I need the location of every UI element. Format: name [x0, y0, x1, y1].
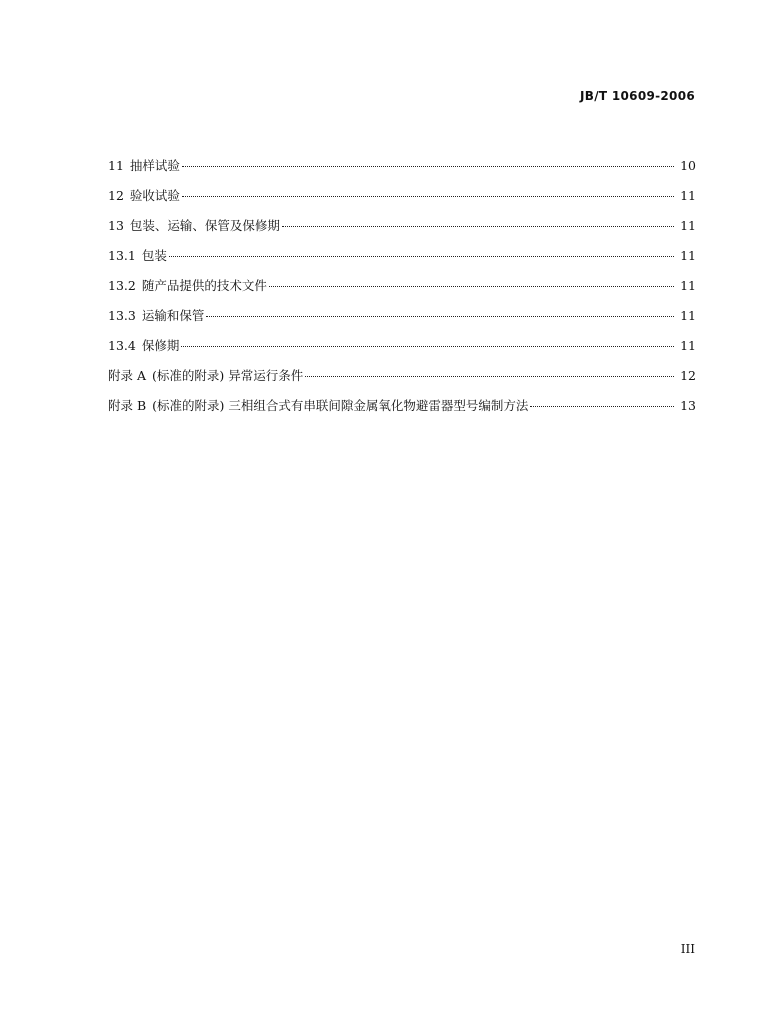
toc-entry-title: 抽样试验: [129, 158, 180, 173]
toc-entry-title: 运输和保管: [141, 308, 205, 323]
toc-entry[interactable]: [108, 186, 696, 216]
toc-entry-number: 13.1: [108, 248, 136, 263]
dot-leader: [305, 376, 674, 377]
toc-entry-page: 12: [680, 368, 696, 383]
toc-entry-page: 13: [680, 398, 696, 413]
toc-entry-page: 11: [680, 188, 696, 203]
toc-entry-title: 验收试验: [129, 188, 180, 203]
dot-leader: [181, 346, 674, 347]
toc-entry[interactable]: [108, 216, 696, 246]
toc-entry-number: 13.3: [108, 308, 136, 323]
table-of-contents: [108, 156, 696, 426]
toc-entry-page: 11: [680, 308, 696, 323]
toc-entry-title: 包装: [141, 248, 167, 263]
toc-entry-number: 13.4: [108, 338, 136, 353]
toc-entry[interactable]: [108, 396, 696, 426]
toc-entry-number: 12: [108, 188, 124, 203]
toc-entry-page: 11: [680, 338, 696, 353]
dot-leader: [206, 316, 674, 317]
toc-entry[interactable]: [108, 366, 696, 396]
toc-entry[interactable]: [108, 336, 696, 366]
toc-entry-title: 包装、运输、保管及保修期: [129, 218, 280, 233]
toc-entry-number: 13.2: [108, 278, 136, 293]
toc-entry-page: 10: [680, 158, 696, 173]
toc-entry-title: 保修期: [141, 338, 180, 353]
toc-entry-title: (标准的附录) 三相组合式有串联间隙金属氧化物避雷器型号编制方法: [152, 398, 529, 413]
toc-entry-number: 11: [108, 158, 124, 173]
dot-leader: [169, 256, 674, 257]
toc-entry[interactable]: [108, 276, 696, 306]
toc-entry[interactable]: [108, 156, 696, 186]
toc-entry-page: 11: [680, 218, 696, 233]
toc-entry-number: 附录 A: [108, 368, 147, 383]
toc-entry-title: (标准的附录) 异常运行条件: [152, 368, 304, 383]
toc-entry-page: 11: [680, 278, 696, 293]
toc-entry-title: 随产品提供的技术文件: [141, 278, 267, 293]
dot-leader: [182, 166, 674, 167]
toc-entry[interactable]: [108, 246, 696, 276]
toc-entry-page: 11: [680, 248, 696, 263]
toc-entry[interactable]: [108, 306, 696, 336]
dot-leader: [282, 226, 674, 227]
page-number: III: [680, 942, 695, 956]
toc-entry-number: 13: [108, 218, 124, 233]
standard-code: JB/T 10609-2006: [580, 89, 695, 103]
dot-leader: [530, 406, 674, 407]
dot-leader: [269, 286, 674, 287]
toc-entry-number: 附录 B: [108, 398, 147, 413]
dot-leader: [182, 196, 674, 197]
